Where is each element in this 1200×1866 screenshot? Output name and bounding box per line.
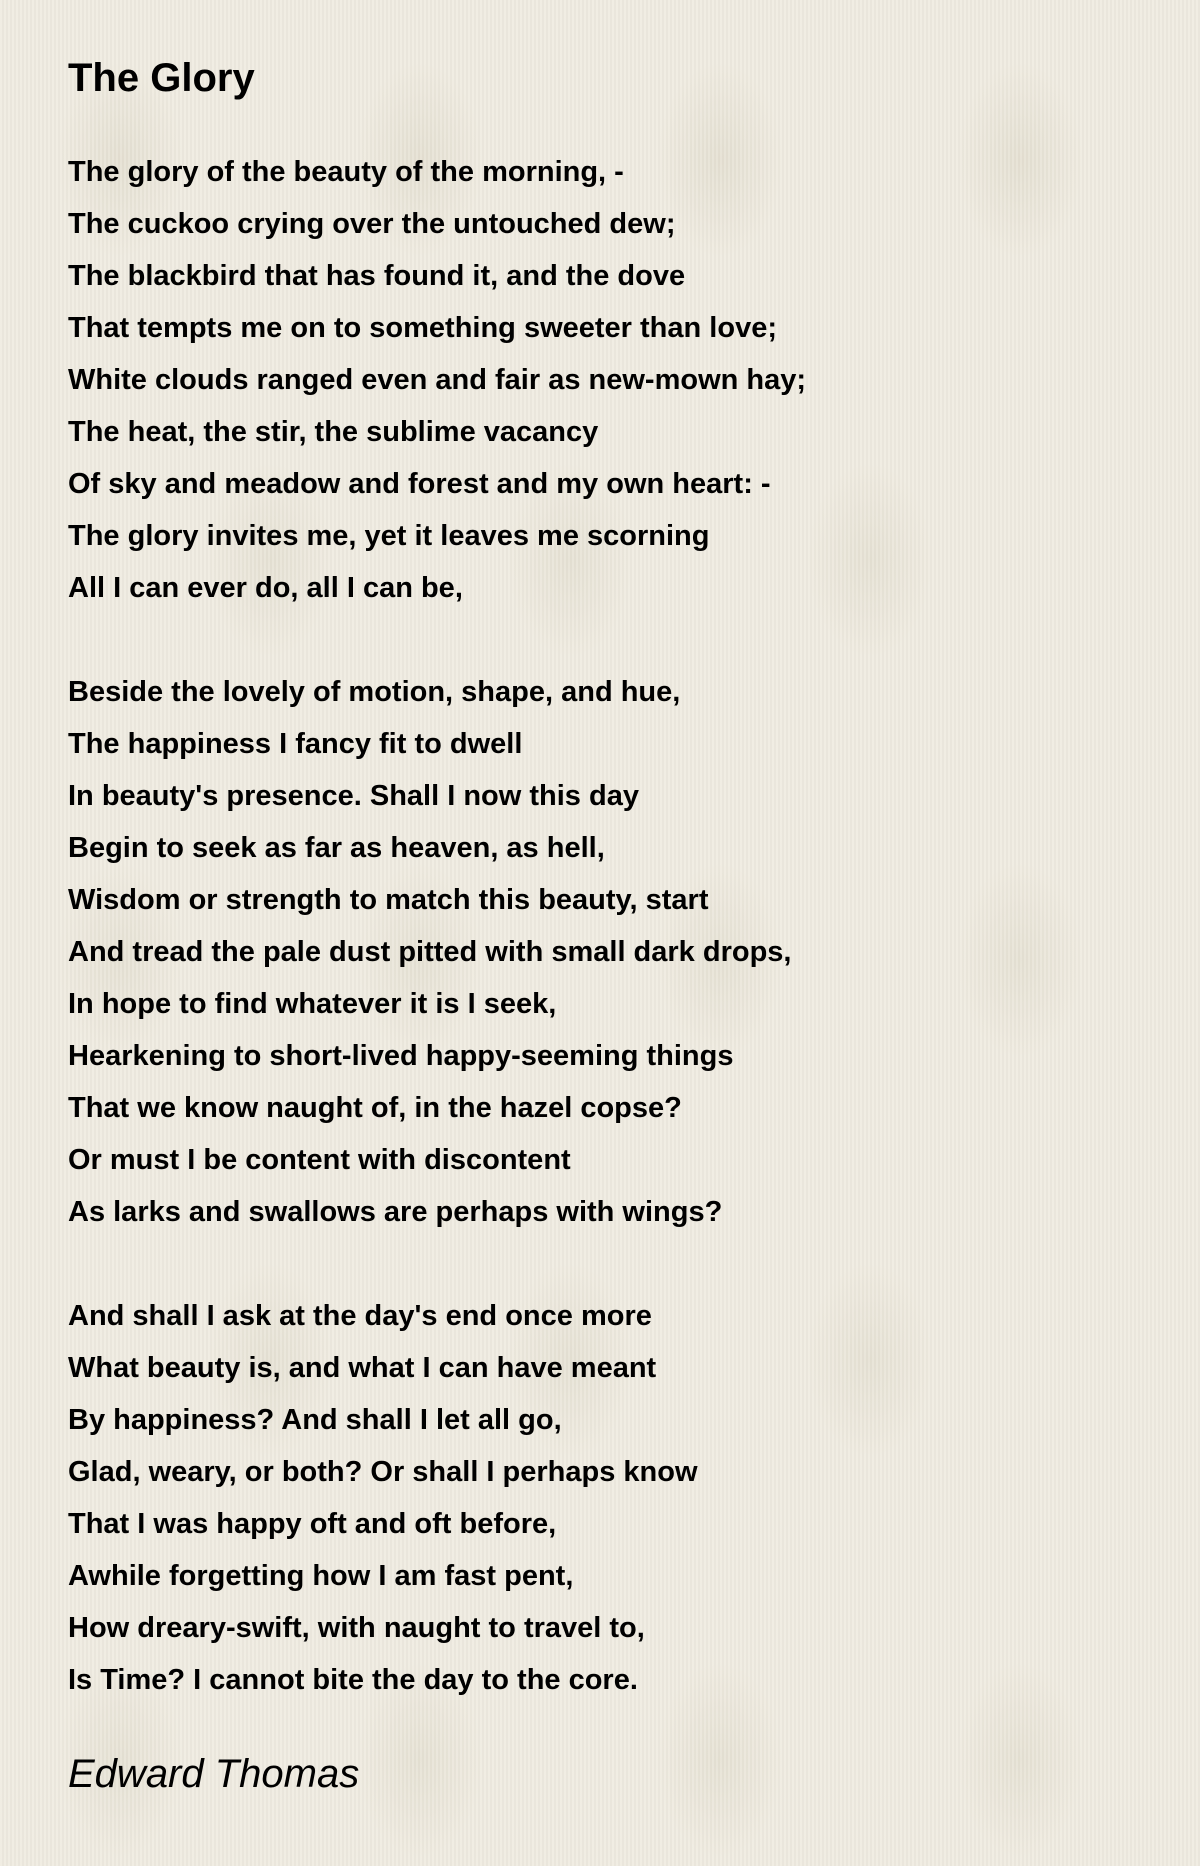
stanza-2 — [68, 666, 1128, 1238]
poem-line: The glory invites me, yet it leaves me scorning — [68, 520, 710, 552]
poem-line: Begin to seek as far as heaven, as hell, — [68, 832, 605, 864]
poem-line: What beauty is, and what I can have meant — [68, 1352, 657, 1384]
poem-line: All I can ever do, all I can be, — [68, 572, 463, 604]
poem-line: The heat, the stir, the sublime vacancy — [68, 416, 599, 448]
poem-line: Wisdom or strength to match this beauty, start — [68, 884, 709, 916]
poem-line: And shall I ask at the day's end once more — [68, 1300, 652, 1332]
poem-line: In hope to find whatever it is I seek, — [68, 988, 557, 1020]
poem-line: The glory of the beauty of the morning, - — [68, 156, 624, 188]
poem-title: The Glory — [68, 56, 255, 100]
poem-body — [68, 146, 1128, 1706]
poem-line: As larks and swallows are perhaps with wings? — [68, 1196, 723, 1228]
poem-line: That I was happy oft and oft before, — [68, 1508, 557, 1540]
poem-line: And tread the pale dust pitted with small dark drops, — [68, 936, 792, 968]
poem-author: Edward Thomas — [68, 1752, 360, 1796]
poem-line: Or must I be content with discontent — [68, 1144, 571, 1176]
poem-line: That tempts me on to something sweeter than love; — [68, 312, 777, 344]
poem-line: By happiness? And shall I let all go, — [68, 1404, 562, 1436]
poem-line: Hearkening to short-lived happy-seeming things — [68, 1040, 734, 1072]
poem-line: Is Time? I cannot bite the day to the core. — [68, 1664, 638, 1696]
stanza-3 — [68, 1290, 1128, 1706]
poem-line: In beauty's presence. Shall I now this day — [68, 780, 639, 812]
poem-line: Glad, weary, or both? Or shall I perhaps know — [68, 1456, 698, 1488]
poem-line: The happiness I fancy fit to dwell — [68, 728, 523, 760]
stanza-1 — [68, 146, 1128, 614]
poem-line: The cuckoo crying over the untouched dew; — [68, 208, 676, 240]
poem-line: That we know naught of, in the hazel copse? — [68, 1092, 682, 1124]
poem-line: White clouds ranged even and fair as new-mown hay; — [68, 364, 807, 396]
poem-page — [68, 50, 1128, 1804]
poem-line: Beside the lovely of motion, shape, and hue, — [68, 676, 681, 708]
poem-line: How dreary-swift, with naught to travel to, — [68, 1612, 645, 1644]
poem-line: Of sky and meadow and forest and my own heart: - — [68, 468, 771, 500]
poem-line: Awhile forgetting how I am fast pent, — [68, 1560, 574, 1592]
poem-line: The blackbird that has found it, and the dove — [68, 260, 686, 292]
